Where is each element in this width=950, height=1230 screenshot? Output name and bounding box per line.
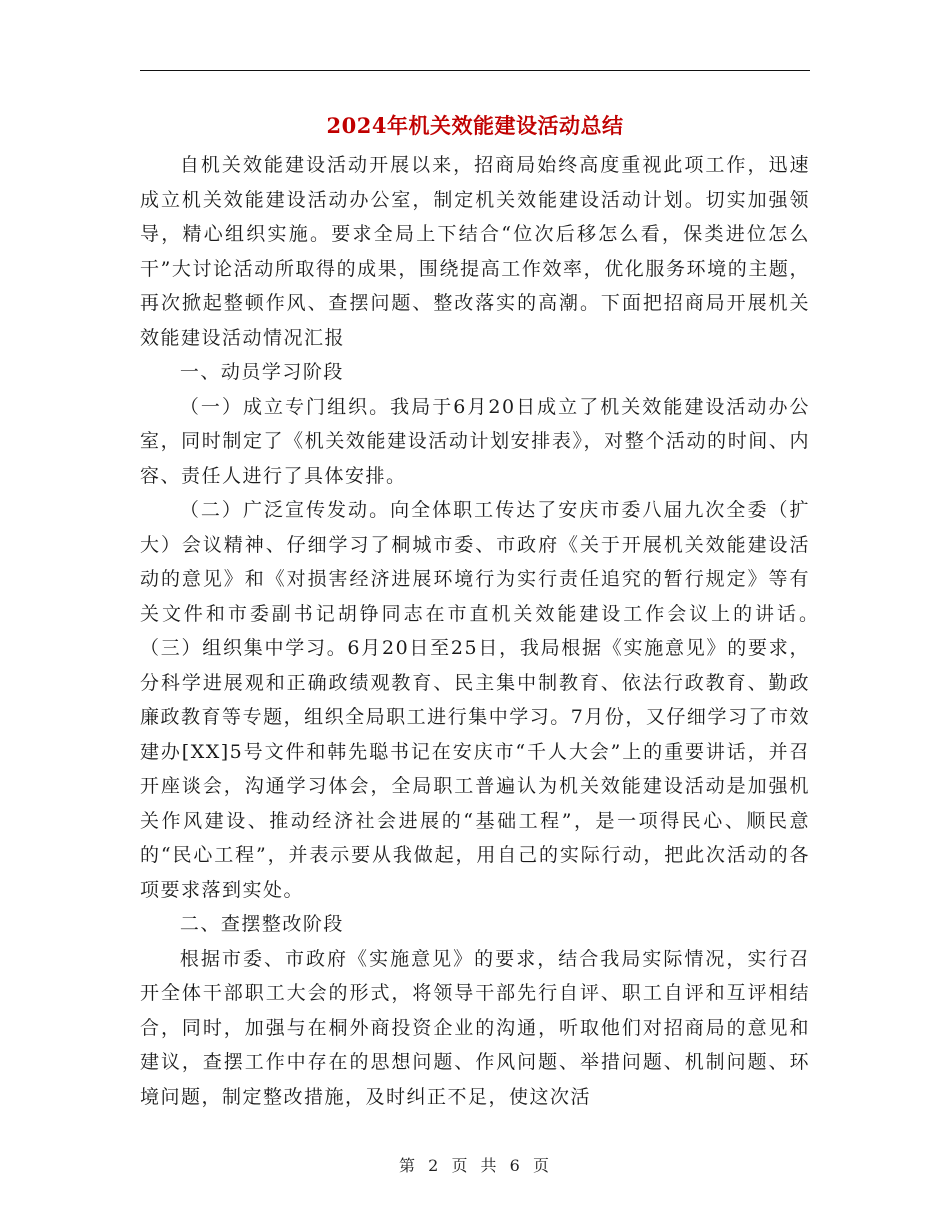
footer-total-pages: 6 (509, 1156, 522, 1175)
paragraph-1-1: （一）成立专门组织。我局于6月20日成立了机关效能建设活动办公室，同时制定了《机关效能建设活动计划安排表》，对整个活动的时间、内容、责任人进行了具体安排。 (140, 395, 810, 487)
footer-page-word: 页 (451, 1156, 470, 1175)
section-heading-1: 一、动员学习阶段 (179, 361, 344, 383)
paragraph-1-2: （二）广泛宣传发动。向全体职工传达了安庆市委八届九次全委（扩大）会议精神、仔细学习了桐城市委、市政府《关于开展机关效能建设活动的意见》和《对损害经济进展环境行为实行责任追究的暂行规定》等有关文件和市委副书记胡铮同志在市直机关效能建设工作会议上的讲话。 （三）组织集中学习。6月20日至25日，我局根据《实施意见》的要求，分科学进展观和正确政绩观教育、民主集中制教育、依法行政教育、勤政廉政教育等专题，组织全局职工进行集中学习。7月份，又仔细学习了市效建办[XX]5号文件和韩先聪书记在安庆市“千人大会”上的重要讲话，并召开座谈会，沟通学习体会，全局职工普遍认为机关效能建设活动是加强机关作风建设、推动经济社会进展的“基础工程”，是一项得民心、顺民意的“民心工程”，并表示要从我做起，用自己的实际行动，把此次活动的各项要求落到实处。 (140, 499, 893, 901)
footer-current-page: 2 (428, 1156, 441, 1175)
document-body (140, 148, 893, 1114)
paragraph-2-1: 根据市委、市政府《实施意见》的要求，结合我局实际情况，实行召开全体干部职工大会的形式，将领导干部先行自评、职工自评和互评相结合，同时，加强与在桐外商投资企业的沟通，听取他们对招商局的意见和建议，查摆工作中存在的思想问题、作风问题、举措问题、机制问题、环境问题，制定整改措施，及时纠正不足，使这次活 (140, 947, 810, 1108)
header-rule (140, 70, 810, 71)
section-heading-2: 二、查摆整改阶段 (179, 913, 344, 935)
footer-prefix: 第 (399, 1156, 418, 1175)
footer-suffix: 页 (532, 1156, 551, 1175)
page-title: 2024年机关效能建设活动总结 (326, 113, 624, 138)
footer-total-word: 共 (480, 1156, 499, 1175)
paragraph-intro: 自机关效能建设活动开展以来，招商局始终高度重视此项工作，迅速成立机关效能建设活动办公室，制定机关效能建设活动计划。切实加强领导，精心组织实施。要求全局上下结合“位次后移怎么看，保类进位怎么干”大讨论活动所取得的成果，围绕提高工作效率，优化服务环境的主题，再次掀起整顿作风、查摆问题、整改落实的高潮。下面把招商局开展机关效能建设活动情况汇报 (140, 154, 810, 349)
page-footer (0, 1153, 950, 1176)
